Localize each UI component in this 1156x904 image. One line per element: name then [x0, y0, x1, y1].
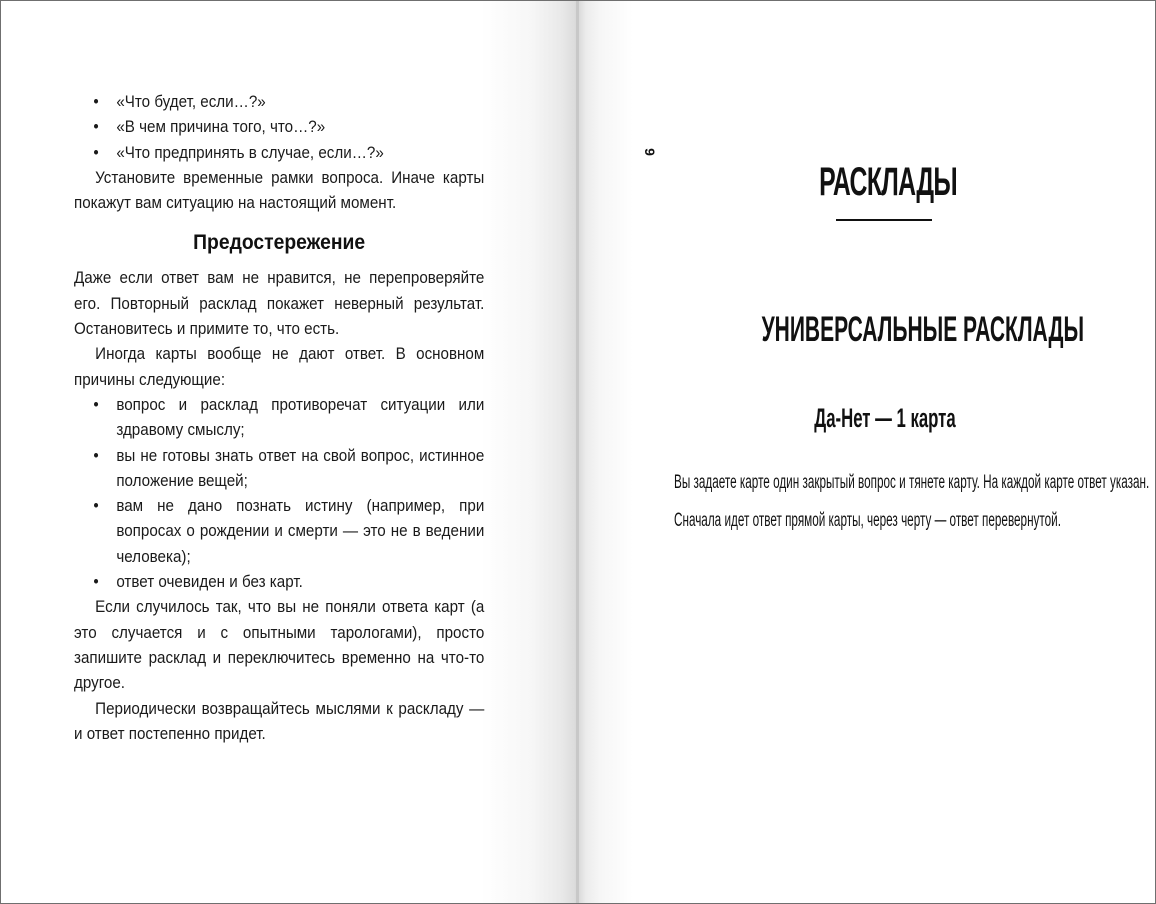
list-item: • вы не готовы знать ответ на свой вопрос, истинное положение вещей;	[74, 444, 484, 495]
list-item: • вопрос и расклад противоречат ситуации или здравому смыслу;	[74, 393, 484, 444]
reasons-list	[74, 393, 484, 595]
right-page	[578, 1, 1155, 903]
body-line: Вы задаете карте один закрытый вопрос и тянете карту. На каждой карте ответ указан.	[674, 472, 1150, 493]
chapter-title-underline	[836, 219, 932, 221]
bullet-icon: •	[93, 143, 99, 162]
bullet-icon: •	[93, 93, 99, 111]
body-line: Сначала идет ответ прямой карты, через черту — ответ перевернутой.	[674, 510, 1061, 531]
bullet-icon: •	[93, 446, 99, 465]
question-list	[74, 90, 484, 166]
return-paragraph: Периодически возвращайтесь мыслями к раскладу — и ответ постепенно придет.	[74, 699, 485, 743]
subsection-title: Да-Нет — 1 карта	[814, 403, 956, 433]
list-item: • «В чем причина того, что…?»	[74, 115, 484, 140]
time-frame-paragraph: Установите временные рамки вопроса. Иначе карты покажут вам ситуацию на настоящий момент.	[74, 168, 485, 213]
not-understood-paragraph: Если случилось так, что вы не поняли ответа карт (а это случается и с опытными тарологами), просто запишите расклад и переключитесь временно на что-то другое.	[74, 598, 485, 693]
section-title: УНИВЕРСАЛЬНЫЕ РАСКЛАДЫ	[761, 310, 1085, 349]
list-item: • вам не дано познать истину (например, при вопросах о рождении и смерти — это не в ведении человека);	[74, 494, 484, 570]
list-item: • ответ очевиден и без карт.	[74, 570, 484, 595]
right-page-body	[674, 464, 1150, 540]
chapter-title: РАСКЛАДЫ	[819, 160, 958, 204]
bullet-icon: •	[93, 395, 99, 414]
page-number: 9	[642, 148, 658, 156]
book-spine	[576, 1, 579, 903]
list-item: • «Что предпринять в случае, если…?»	[74, 141, 484, 166]
warning-heading: Предостережение	[193, 231, 366, 255]
warning-paragraph: Даже если ответ вам не нравится, не перепроверяйте его. Повторный расклад покажет неверный результат. Остановитесь и примите то, что есть.	[74, 269, 485, 339]
bullet-icon: •	[93, 573, 99, 592]
list-item: • «Что будет, если…?»	[74, 90, 484, 115]
no-answer-paragraph: Иногда карты вообще не дают ответ. В основном причины следующие:	[74, 345, 485, 389]
bullet-icon: •	[93, 118, 99, 137]
bullet-icon: •	[93, 497, 99, 516]
left-page-text	[74, 90, 484, 747]
